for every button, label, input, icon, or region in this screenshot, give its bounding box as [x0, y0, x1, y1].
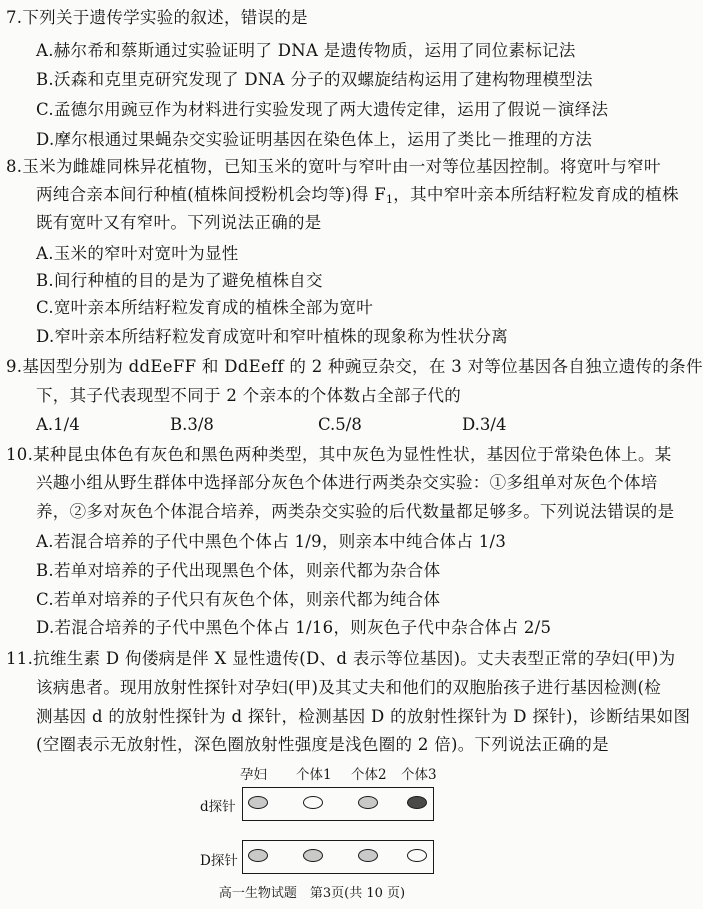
q8-option-c: C.宽叶亲本所结籽粒发育成的植株全部为宽叶 — [36, 298, 374, 317]
probe-dot-light — [248, 796, 268, 809]
q8-option-d: D.窄叶亲本所结籽粒发育成宽叶和窄叶植株的现象称为性状分离 — [36, 327, 509, 346]
q9-option-d: D.3/4 — [462, 415, 507, 434]
q10-option-c: C.若单对培养的子代只有灰色个体，则亲代都为纯合体 — [36, 590, 441, 609]
q10-option-a: A.若混合培养的子代中黑色个体占 1/9，则亲本中纯合体占 1/3 — [36, 532, 507, 551]
q8-stem-line2: 两纯合亲本间行种植(植株间授粉机会均等)得 $F_1$，其中窄叶亲本所结籽粒发育成的植株 — [36, 185, 679, 206]
q10-option-b: B.若单对培养的子代出现黑色个体，则亲代都为杂合体 — [36, 561, 441, 580]
q7-option-c: C.孟德尔用豌豆作为材料进行实验发现了两大遗传定律，运用了假说－演绎法 — [36, 100, 609, 119]
q9-stem-line2: 下，其子代表现型不同于 2 个亲本的个体数占全部子代的 — [36, 386, 462, 405]
probe-dot-light — [358, 849, 378, 862]
q11-stem-line2: 该病患者。现用放射性探针对孕妇(甲)及其丈夫和他们的双胞胎孩子进行基因检测(检 — [36, 678, 662, 697]
probe-dot-empty — [407, 849, 427, 862]
probe-dot-empty — [303, 796, 323, 809]
q7-option-b: B.沃森和克里克研究发现了 DNA 分子的双螺旋结构运用了建构物理模型法 — [36, 70, 593, 89]
q10-stem-line1: 10.某种昆虫体色有灰色和黑色两种类型，其中灰色为显性性状，基因位于常染色体上。某 — [6, 445, 672, 464]
column-header-individual-2: 个体2 — [351, 767, 387, 783]
probe-result-figure — [200, 763, 440, 883]
probe-dot-light — [358, 796, 378, 809]
q9-option-a: A.1/4 — [36, 415, 80, 434]
probe-dot-dark — [407, 796, 427, 809]
q8-option-b: B.间行种植的目的是为了避免植株自交 — [36, 271, 323, 290]
q10-option-d: D.若混合培养的子代中黑色个体占 1/16，则灰色子代中杂合体占 2/5 — [36, 618, 552, 637]
q11-stem-line3: 测基因 d 的放射性探针为 d 探针，检测基因 D 的放射性探针为 D 探针)，诊断结果如图 — [36, 707, 691, 726]
probe-dot-light — [248, 849, 268, 862]
D-probe-label: D探针 — [200, 853, 238, 869]
q9-option-c: C.5/8 — [318, 415, 362, 434]
q8-option-a: A.玉米的窄叶对宽叶为显性 — [36, 244, 239, 263]
q9-option-b: B.3/8 — [170, 415, 214, 434]
q11-stem-line4: (空圈表示无放射性，深色圈放射性强度是浅色圈的 2 倍)。下列说法正确的是 — [36, 735, 609, 754]
subscript-1: 1 — [385, 193, 394, 206]
q10-stem-line2: 兴趣小组从野生群体中选择部分灰色个体进行两类杂交实验：①多组单对灰色个体培 — [36, 473, 658, 492]
d-probe-strip — [242, 787, 434, 821]
column-header-individual-3: 个体3 — [401, 767, 437, 783]
q10-stem-line3: 养，②多对灰色个体混合培养，两类杂交实验的后代数量都足够多。下列说法错误的是 — [36, 502, 675, 521]
q11-stem-line1: 11.抗维生素 D 佝偻病是伴 X 显性遗传(D、d 表示等位基因)。丈夫表型正常的孕妇(甲)为 — [6, 649, 676, 668]
d-probe-label: d探针 — [200, 799, 236, 815]
probe-dot-light — [303, 849, 323, 862]
page-footer: 高一生物试题 第3页(共 10 页) — [218, 886, 406, 901]
column-header-pregnant-woman: 孕妇 — [240, 767, 267, 783]
column-header-individual-1: 个体1 — [296, 767, 332, 783]
q9-stem-line1: 9.基因型分别为 ddEeFF 和 DdEeff 的 2 种豌豆杂交，在 3 对等位基因各自独立遗传的条件 — [6, 357, 703, 376]
q7-option-a: A.赫尔希和蔡斯通过实验证明了 DNA 是遗传物质，运用了同位素标记法 — [36, 41, 576, 60]
D-probe-strip — [242, 840, 434, 874]
q8-stem-line1: 8.玉米为雌雄同株异花植物，已知玉米的宽叶与窄叶由一对等位基因控制。将宽叶与窄叶 — [6, 157, 661, 176]
q7-stem: 7.下列关于遗传学实验的叙述，错误的是 — [6, 8, 308, 27]
q8-stem-line3: 既有宽叶又有窄叶。下列说法正确的是 — [36, 213, 322, 232]
q7-option-d: D.摩尔根通过果蝇杂交实验证明基因在染色体上，运用了类比－推理的方法 — [36, 130, 593, 149]
